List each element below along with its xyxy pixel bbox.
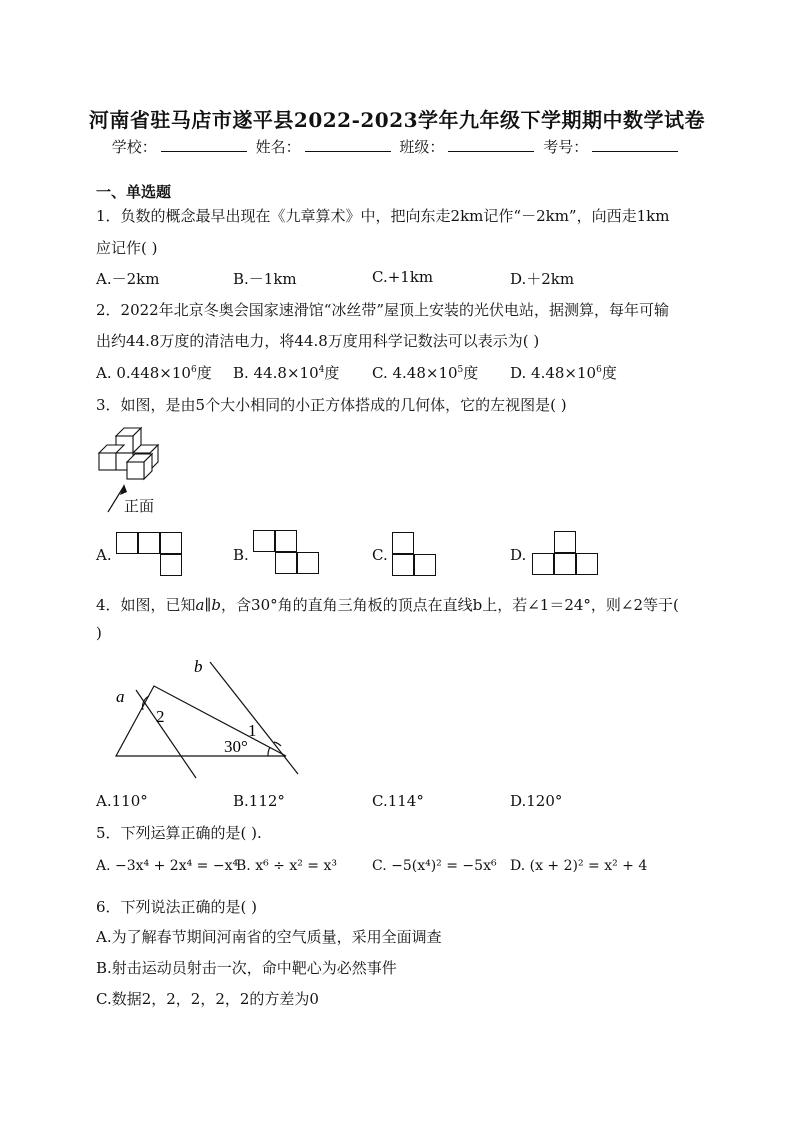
school-blank[interactable] <box>161 137 247 152</box>
q2-line1: 2．2022年北京冬奥会国家速滑馆“冰丝带”屋顶上安装的光伏电站，据测算，每年可输 <box>96 301 670 319</box>
angle-30-arc <box>268 747 270 756</box>
label-30: 30° <box>224 737 248 756</box>
q2-line2: 出约44.8万度的清洁电力，将44.8万度用科学记数法可以表示为( ) <box>96 332 540 350</box>
number-blank[interactable] <box>592 137 678 152</box>
q3-figure-b <box>253 530 323 578</box>
front-arrow <box>108 486 124 512</box>
section-heading: 一、单选题 <box>96 183 172 201</box>
q5-option-d: D. (x + 2)² = x² + 4 <box>510 858 648 874</box>
line-b <box>210 662 298 774</box>
front-label: 正面 <box>124 497 155 515</box>
q4-option-d: D.120° <box>510 792 563 810</box>
q5-option-b: B. x⁶ ÷ x² = x³ <box>236 858 337 874</box>
q3-option-c: C. <box>372 546 388 564</box>
q6-option-b: B.射击运动员射击一次，命中靶心为必然事件 <box>96 959 397 977</box>
q2-option-b: B. $44.8\times 10^4$度 <box>233 364 340 382</box>
q1-option-b: B.－1km <box>233 270 297 288</box>
q2-option-a: A. $0.448\times 10^6$度 <box>96 364 212 382</box>
q4-option-c: C.114° <box>372 792 424 810</box>
q3-figure-c <box>392 532 440 580</box>
q1-option-a: A.－2km <box>96 270 160 288</box>
q3-figure-d <box>532 531 602 579</box>
q1-option-d: D.＋2km <box>510 270 575 288</box>
q6-line1: 6．下列说法正确的是( ) <box>96 898 258 916</box>
label-b: b <box>194 657 203 676</box>
q4-option-b: B.112° <box>233 792 285 810</box>
q5-option-a: A. −3x⁴ + 2x⁴ = −x⁴ <box>96 858 239 874</box>
number-label: 考号： <box>543 138 589 156</box>
q6-option-a: A.为了解春节期间河南省的空气质量，采用全面调查 <box>96 928 442 946</box>
q3-figure-a <box>116 532 186 580</box>
q5-line1: 5．下列运算正确的是( ). <box>96 824 262 842</box>
class-blank[interactable] <box>448 137 534 152</box>
q3-line1: 3．如图，是由5个大小相同的小正方体搭成的几何体，它的左视图是( ) <box>96 396 567 414</box>
page-title: 河南省驻马店市遂平县2022-2023学年九年级下学期期中数学试卷 <box>88 108 706 132</box>
q3-option-a: A. <box>96 546 112 564</box>
label-a: a <box>116 687 125 706</box>
q4-line1: 4．如图，已知a∥b，含30°角的直角三角板的顶点在直线b上，若∠1＝24°，则∠2等于( <box>96 596 679 614</box>
q4-line2: ) <box>96 624 102 642</box>
q6-option-c: C.数据2，2，2，2，2的方差为0 <box>96 990 319 1008</box>
label-2: 2 <box>156 707 165 726</box>
class-label: 班级： <box>399 138 445 156</box>
q3-option-b: B. <box>233 546 249 564</box>
q1-option-c: C.+1km <box>372 268 434 286</box>
name-label: 姓名： <box>255 138 301 156</box>
school-label: 学校： <box>111 138 157 156</box>
q1-line2: 应记作( ) <box>96 239 158 257</box>
q4-option-a: A.110° <box>96 792 148 810</box>
label-1: 1 <box>248 721 257 740</box>
q2-option-d: D. $4.48\times 10^6$度 <box>510 364 617 382</box>
q3-option-d: D. <box>510 546 527 564</box>
triangle-figure <box>98 652 318 782</box>
student-info-line <box>0 136 794 157</box>
name-blank[interactable] <box>305 137 391 152</box>
q5-option-c: C. −5(x⁴)² = −5x⁶ <box>372 858 497 874</box>
q2-option-c: C. $4.48\times 10^5$度 <box>372 364 479 382</box>
q1-line1: 1．负数的概念最早出现在《九章算术》中，把向东走2km记作“－2km”，向西走1km <box>96 207 670 225</box>
set-square <box>116 686 286 756</box>
